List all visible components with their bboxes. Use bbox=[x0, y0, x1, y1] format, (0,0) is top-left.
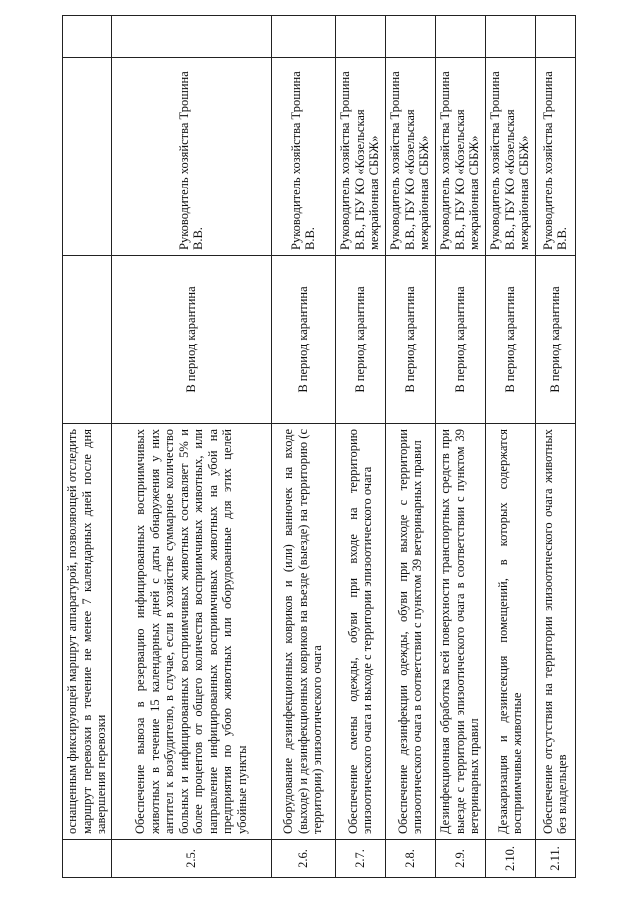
table-row bbox=[485, 16, 535, 878]
measure-term: В период карантина bbox=[485, 256, 535, 424]
row-number: 2.10. bbox=[485, 840, 535, 878]
measure-term: В период карантина bbox=[535, 256, 575, 424]
table-row bbox=[435, 16, 485, 878]
measure-description: Оборудование дезинфекционных ковриков и (или) ванночек на входе (выходе) и дезинфекционных ковриков на въезде (выезде) на территорию (с территории) эпизоотического очага bbox=[271, 424, 335, 840]
row-number: 2.9. bbox=[435, 840, 485, 878]
measure-responsible: Руководитель хозяйства Трошина В.В., ГБУ КО «Козельская межрайонная СББЖ» bbox=[335, 58, 385, 256]
table-row bbox=[63, 16, 112, 878]
table-row bbox=[271, 16, 335, 878]
measure-description: Обеспечение смены одежды, обуви при входе на территорию эпизоотического очага и выходе с территории эпизоотического очага bbox=[335, 424, 385, 840]
measure-term bbox=[63, 256, 112, 424]
row-number: 2.11. bbox=[535, 840, 575, 878]
measure-responsible bbox=[63, 58, 112, 256]
row-number: 2.7. bbox=[335, 840, 385, 878]
empty-cell bbox=[335, 16, 385, 58]
empty-cell bbox=[485, 16, 535, 58]
measure-responsible: Руководитель хозяйства Трошина В.В. bbox=[111, 58, 271, 256]
measure-responsible: Руководитель хозяйства Трошина В.В. bbox=[535, 58, 575, 256]
measure-description: Дезинфекционная обработка всей поверхности транспортных средств при выезде с территории эпизоотического очага в соответствии с пунктом 39 ветеринарных правил bbox=[435, 424, 485, 840]
measure-responsible: Руководитель хозяйства Трошина В.В. bbox=[271, 58, 335, 256]
measure-description: Дезакаризация и дезинсекция помещений, в которых содержатся восприимчивые животные bbox=[485, 424, 535, 840]
measure-responsible: Руководитель хозяйства Трошина В.В., ГБУ КО «Козельская межрайонная СББЖ» bbox=[385, 58, 435, 256]
measure-description: Обеспечение вывоза в резервацию инфицированных восприимчивых животных в течение 15 календарных дней с даты обнаружения у них антител к возбудителю, в случае, если в хозяйстве суммарное количество больных и инфицированных восприимчивых животных составляет 5% и более процентов от общего количества восприимчивых животных, или направление инфицированных восприимчивых животных на убой на предприятия по убою животных или оборудованные для этих целей убойные пункты bbox=[111, 424, 271, 840]
empty-cell bbox=[435, 16, 485, 58]
measure-description: Обеспечение дезинфекции одежды, обуви при выходе с территории эпизоотического очага в соответствии с пунктом 39 ветеринарных правил bbox=[385, 424, 435, 840]
measure-term: В период карантина bbox=[335, 256, 385, 424]
table-row bbox=[335, 16, 385, 878]
empty-cell bbox=[385, 16, 435, 58]
measure-description: Обеспечение отсутствия на территории эпизоотического очага животных без владельцев bbox=[535, 424, 575, 840]
empty-cell bbox=[535, 16, 575, 58]
empty-cell bbox=[111, 16, 271, 58]
measure-responsible: Руководитель хозяйства Трошина В.В., ГБУ КО «Козельская межрайонная СББЖ» bbox=[435, 58, 485, 256]
empty-cell bbox=[271, 16, 335, 58]
measure-term: В период карантина bbox=[385, 256, 435, 424]
measure-responsible: Руководитель хозяйства Трошина В.В., ГБУ КО «Козельская межрайонная СББЖ» bbox=[485, 58, 535, 256]
measure-description: оснащенным фиксирующей маршрут аппаратурой, позволяющей отследить маршрут перевозки в течение не менее 7 календарных дней после дня завершения перевозки bbox=[63, 424, 112, 840]
row-number: 2.5. bbox=[111, 840, 271, 878]
measure-term: В период карантина bbox=[111, 256, 271, 424]
table-row bbox=[385, 16, 435, 878]
empty-cell bbox=[63, 16, 112, 58]
row-number: 2.8. bbox=[385, 840, 435, 878]
table-row bbox=[535, 16, 575, 878]
row-number bbox=[63, 840, 112, 878]
measure-term: В период карантина bbox=[271, 256, 335, 424]
measure-term: В период карантина bbox=[435, 256, 485, 424]
row-number: 2.6. bbox=[271, 840, 335, 878]
rotated-page bbox=[62, 16, 582, 878]
table-row bbox=[111, 16, 271, 878]
measures-table bbox=[62, 15, 576, 878]
